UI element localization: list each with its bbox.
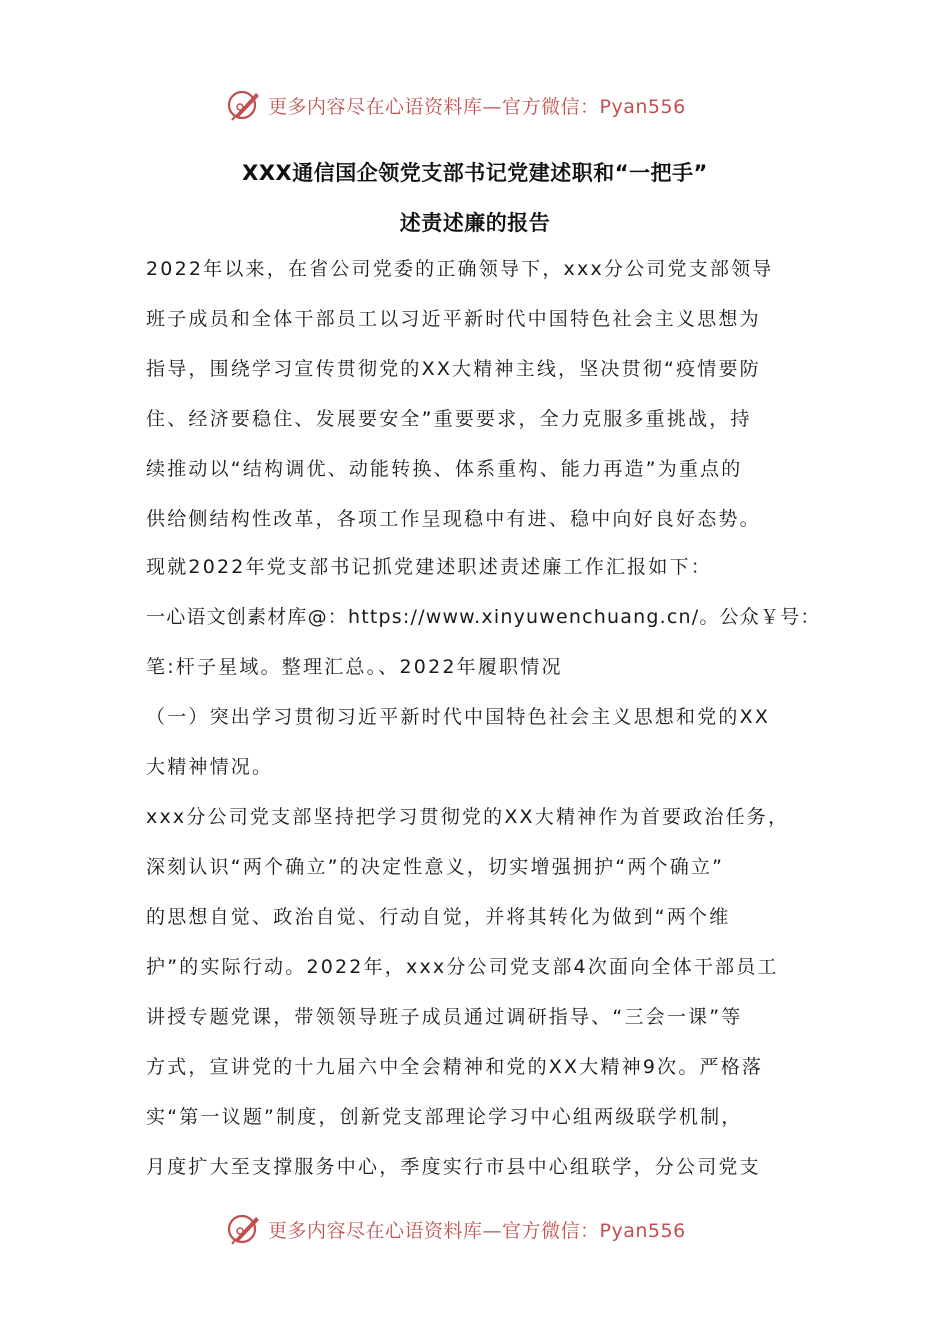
body-line-19: 月度扩大至支撑服务中心，季度实行市县中心组联学，分公司党支	[146, 1156, 761, 1178]
banner-text: 更多内容尽在心语资料库—官方微信：Pyan556	[268, 1219, 686, 1242]
document-title-line-2: 述责述廉的报告	[399, 211, 551, 235]
document-title-line-1: XXX通信国企领党支部书记党建述职和“一把手”	[242, 161, 708, 185]
body-line-14: 的思想自觉、政治自觉、行动自觉，并将其转化为做到“两个维	[146, 906, 731, 928]
body-line-3: 指导，围绕学习宣传贯彻党的XX大精神主线，坚决贯彻“疫情要防	[146, 358, 761, 380]
quill-logo-icon	[226, 87, 262, 123]
body-line-13: 深刻认识“两个确立”的决定性意义，切实增强拥护“两个确立”	[146, 856, 725, 878]
body-line-15: 护”的实际行动。2022年，xxx分公司党支部4次面向全体干部员工	[146, 956, 779, 978]
body-line-2: 班子成员和全体干部员工以习近平新时代中国特色社会主义思想为	[146, 308, 761, 330]
quill-logo-icon	[226, 1211, 262, 1247]
section-heading-1-cont: 大精神情况。	[146, 756, 274, 778]
body-line-4: 住、经济要稳住、发展要安全”重要要求，全力克服多重挑战，持	[146, 408, 752, 430]
body-line-7: 现就2022年党支部书记抓党建述职述责述廉工作汇报如下：	[146, 556, 712, 578]
header-banner	[226, 85, 686, 125]
body-line-18: 实“第一议题”制度，创新党支部理论学习中心组两级联学机制，	[146, 1106, 743, 1128]
banner-text: 更多内容尽在心语资料库—官方微信：Pyan556	[268, 95, 686, 118]
footer-banner	[226, 1209, 686, 1249]
body-line-16: 讲授专题党课，带领领导班子成员通过调研指导、“三会一课”等	[146, 1006, 743, 1028]
body-line-5: 续推动以“结构调优、动能转换、体系重构、能力再造”为重点的	[146, 458, 743, 480]
body-line-1: 2022年以来，在省公司党委的正确领导下，xxx分公司党支部领导	[146, 258, 774, 280]
section-heading-1: （一）突出学习贯彻习近平新时代中国特色社会主义思想和党的XX	[146, 706, 771, 728]
body-line-12: xxx分公司党支部坚持把学习贯彻党的XX大精神作为首要政治任务，	[146, 806, 790, 828]
body-line-17: 方式，宣讲党的十九届六中全会精神和党的XX大精神9次。严格落	[146, 1056, 764, 1078]
body-line-6: 供给侧结构性改革，各项工作呈现稳中有进、稳中向好良好态势。	[146, 508, 761, 530]
body-line-9: 笔:杆子星域。整理汇总。、2022年履职情况	[146, 656, 563, 678]
body-line-8: 一心语文创素材库@：https://www.xinyuwenchuang.cn/。公众￥号：	[146, 606, 821, 628]
